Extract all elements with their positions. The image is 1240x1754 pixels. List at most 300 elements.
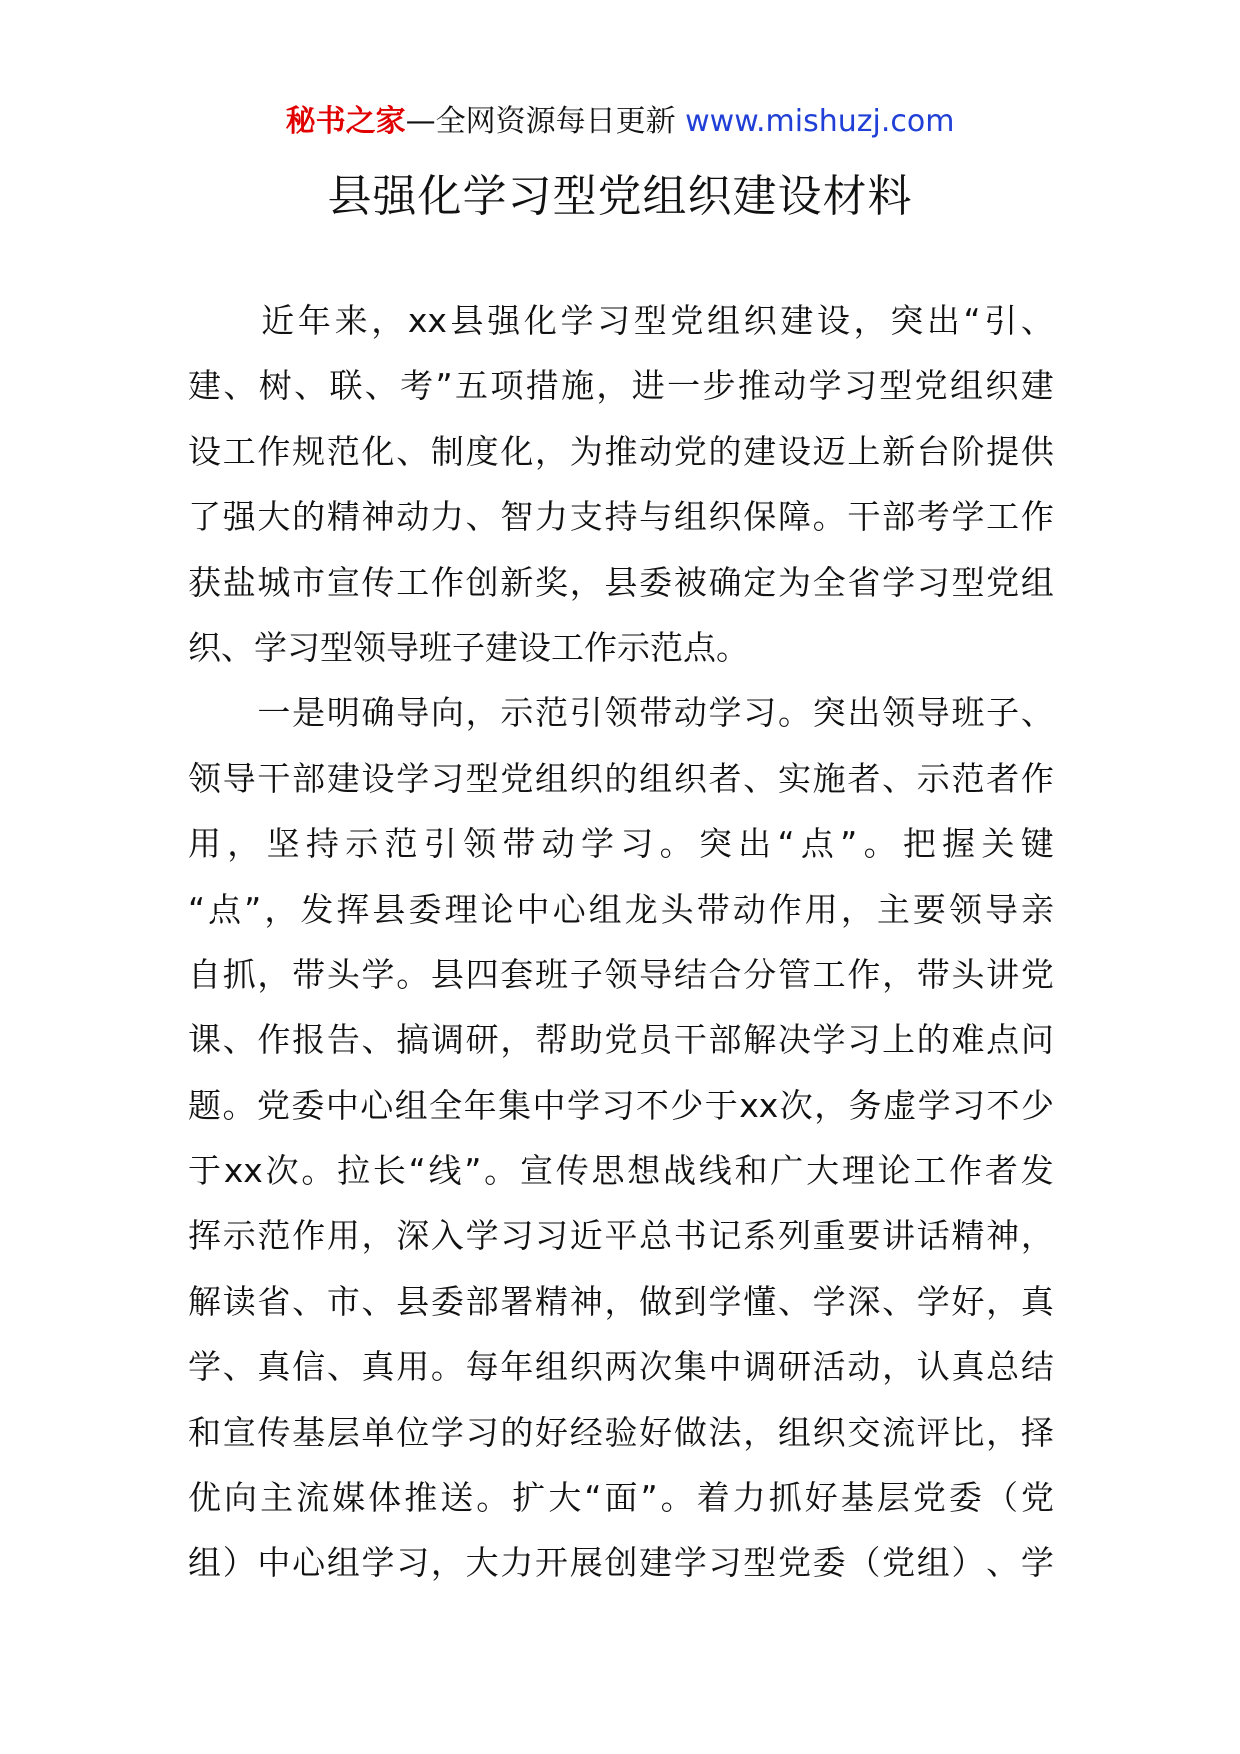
body-glyph: 省 [847, 562, 881, 602]
body-glyph: 署 [500, 1281, 534, 1321]
body-glyph: 验 [604, 1412, 638, 1452]
body-glyph: 范 [951, 758, 985, 798]
body-glyph: 突 [812, 693, 846, 733]
body-glyph: ， [1020, 1216, 1054, 1256]
body-glyph: ， [264, 889, 298, 929]
body-glyph: ， [569, 562, 603, 602]
body-glyph: ， [371, 301, 405, 340]
body-glyph: 难 [951, 1020, 985, 1060]
body-glyph: 神 [361, 497, 395, 537]
body-glyph: 施 [812, 758, 846, 798]
body-glyph: 学 [465, 1216, 499, 1256]
body-glyph: xx [739, 1085, 779, 1125]
body-glyph: 动 [847, 1347, 881, 1387]
body-glyph: 交 [847, 1412, 881, 1452]
body-glyph: 头 [660, 889, 694, 929]
body-line [188, 1203, 1054, 1268]
body-glyph: 委 [812, 1543, 846, 1583]
body-glyph: 示 [222, 1216, 256, 1256]
body-glyph: 突 [890, 301, 924, 340]
body-glyph: 体 [368, 1478, 402, 1518]
body-glyph: 范 [650, 627, 683, 667]
body-glyph: 。 [222, 1085, 256, 1125]
body-glyph: 、 [361, 1281, 395, 1321]
body-glyph: 示 [617, 627, 650, 667]
body-glyph: 习 [601, 1085, 635, 1125]
body-glyph: 论 [877, 1151, 911, 1191]
body-glyph: 、 [222, 1347, 256, 1387]
body-glyph: 结 [1020, 1347, 1054, 1387]
body-glyph: 真 [1020, 1281, 1054, 1321]
body-glyph: 理 [444, 889, 478, 929]
body-glyph: ， [986, 1281, 1020, 1321]
body-glyph: 助 [569, 1020, 603, 1060]
body-glyph: 工 [812, 954, 846, 994]
body-line [188, 484, 1054, 549]
body-glyph: 媒 [332, 1478, 366, 1518]
body-glyph: 重 [812, 1216, 846, 1256]
body-glyph: 键 [1020, 824, 1054, 864]
body-glyph: 的 [604, 758, 638, 798]
body-glyph: 领 [882, 693, 916, 733]
body-glyph: ” [244, 889, 262, 929]
body-glyph: 带 [696, 889, 730, 929]
body-glyph: 干 [257, 758, 291, 798]
body-glyph: 上 [882, 1020, 916, 1060]
body-glyph: 出 [847, 693, 881, 733]
body-glyph: 联 [329, 366, 363, 406]
body-glyph: ） [222, 1543, 256, 1583]
body-glyph: 少 [1020, 1085, 1054, 1125]
body-glyph: 推 [737, 366, 771, 406]
body-glyph: 单 [361, 1412, 395, 1452]
body-glyph: 课 [188, 1020, 221, 1060]
body-glyph: 拉 [337, 1151, 371, 1191]
body-glyph: 精 [535, 1281, 569, 1321]
body-glyph: 县 [372, 889, 406, 929]
body-glyph: 学 [882, 562, 916, 602]
body-glyph: 大 [465, 1543, 499, 1583]
body-glyph: 长 [372, 1151, 406, 1191]
body-glyph: 中 [257, 1543, 291, 1583]
body-glyph: 开 [535, 1543, 569, 1583]
body-glyph: 动 [396, 497, 430, 537]
body-glyph: 亲 [1020, 889, 1054, 929]
body-glyph: 迈 [812, 431, 846, 471]
body-glyph: ， [840, 889, 874, 929]
body-glyph: 头 [326, 954, 360, 994]
body-glyph: 导 [639, 954, 673, 994]
body-glyph: 领 [948, 889, 982, 929]
body-glyph: 省 [257, 1281, 291, 1321]
body-glyph: 领 [353, 627, 386, 667]
body-glyph: 动 [673, 693, 707, 733]
body-glyph: 作 [257, 1020, 291, 1060]
body-glyph: 提 [986, 431, 1020, 471]
body-glyph: 组 [326, 1543, 360, 1583]
body-glyph: 五 [454, 366, 488, 406]
body-glyph: 深 [847, 1281, 881, 1321]
body-glyph: 者 [708, 758, 742, 798]
body-glyph: ， [814, 1085, 848, 1125]
body-glyph: 心 [552, 889, 586, 929]
body-glyph: 学 [916, 1281, 950, 1321]
body-glyph: 台 [916, 431, 950, 471]
body-glyph: 中 [708, 1347, 742, 1387]
body-glyph: 范 [384, 824, 418, 864]
body-glyph: 大 [548, 1478, 582, 1518]
body-glyph: 记 [708, 1216, 742, 1256]
body-glyph: 领 [188, 758, 221, 798]
body-line [188, 1073, 1054, 1138]
body-glyph: 的 [708, 431, 742, 471]
body-glyph: 、 [292, 1281, 326, 1321]
body-glyph: 法 [708, 1412, 742, 1452]
body-glyph: 与 [639, 497, 673, 537]
body-glyph: 、 [882, 758, 916, 798]
body-glyph: 智 [500, 497, 534, 537]
body-glyph: 党 [1020, 1478, 1054, 1518]
body-glyph: 传 [257, 1412, 291, 1452]
body-glyph: 务 [848, 1085, 882, 1125]
body-glyph: 工 [396, 562, 430, 602]
body-glyph: 次 [779, 1085, 813, 1125]
body-glyph: 新 [500, 562, 534, 602]
body-glyph: 创 [465, 562, 499, 602]
body-line [188, 1465, 1054, 1530]
body-glyph: 领 [604, 954, 638, 994]
body-glyph: 作 [949, 1151, 983, 1191]
body-glyph: 建 [743, 431, 777, 471]
body-glyph: ” [840, 824, 858, 864]
body-glyph: ， [853, 301, 887, 340]
body-glyph: ， [535, 431, 569, 471]
body-glyph: 面 [604, 1478, 638, 1518]
body-glyph: 活 [812, 1347, 846, 1387]
body-glyph: 年 [297, 301, 331, 340]
body-glyph: 线 [698, 1151, 732, 1191]
body-line [188, 1530, 1054, 1595]
body-line [188, 942, 1054, 1007]
body-glyph: 列 [777, 1216, 811, 1256]
body-glyph: 规 [292, 431, 326, 471]
body-glyph: 、 [986, 1543, 1020, 1583]
body-glyph: 组 [394, 1085, 428, 1125]
body-glyph: xx [223, 1151, 263, 1191]
body-line [188, 746, 1054, 811]
body-glyph: 者 [984, 1151, 1018, 1191]
body-line [188, 615, 1054, 680]
body-glyph [223, 680, 256, 745]
body-glyph: 近 [569, 1216, 603, 1256]
body-glyph: 握 [942, 824, 976, 864]
body-glyph: 组 [673, 497, 707, 537]
body-glyph: 习 [597, 301, 631, 340]
body-glyph: 学 [254, 627, 287, 667]
body-glyph: 了 [188, 497, 221, 537]
body-glyph: 学 [188, 1347, 221, 1387]
body-glyph: 学 [808, 366, 842, 406]
body-glyph: ， [257, 954, 291, 994]
body-glyph: 、 [361, 1020, 395, 1060]
body-glyph: 总 [986, 1347, 1020, 1387]
body-glyph: 研 [465, 1020, 499, 1060]
body-glyph: 每 [465, 1347, 499, 1387]
body-glyph: ） [951, 1543, 985, 1583]
body-glyph: 四 [465, 954, 499, 994]
body-glyph: 部 [292, 758, 326, 798]
body-glyph: 要 [912, 889, 946, 929]
body-glyph: 动 [773, 366, 807, 406]
body-glyph: 大 [257, 497, 291, 537]
body-glyph: 带 [292, 954, 326, 994]
body-glyph: 集 [498, 1085, 532, 1125]
body-glyph: 集 [673, 1347, 707, 1387]
body-glyph: 新 [882, 431, 916, 471]
body-glyph: 好 [535, 1412, 569, 1452]
body-glyph: 组 [588, 889, 622, 929]
body-glyph: 型 [951, 562, 985, 602]
body-glyph: 带 [916, 954, 950, 994]
body-glyph: 推 [604, 431, 638, 471]
body-glyph: 不 [635, 1085, 669, 1125]
body-glyph: ， [227, 824, 261, 864]
body-glyph: 组 [777, 1412, 811, 1452]
body-glyph: 型 [320, 627, 353, 667]
body-glyph: 。 [777, 693, 811, 733]
site-banner [0, 100, 1240, 144]
body-glyph: 年 [463, 1085, 497, 1125]
body-glyph: 导 [396, 693, 430, 733]
body-glyph: 步 [702, 366, 736, 406]
body-glyph: 。 [396, 954, 430, 994]
body-glyph: 委 [291, 1085, 325, 1125]
body-glyph: 精 [326, 497, 360, 537]
body-glyph: 平 [604, 1216, 638, 1256]
body-glyph: 作 [1020, 497, 1054, 537]
body-glyph: 员 [639, 1020, 673, 1060]
body-glyph: 为 [777, 562, 811, 602]
body-glyph: 党 [670, 301, 704, 340]
body-glyph: 。 [812, 497, 846, 537]
body-line [188, 353, 1054, 418]
body-glyph: ， [743, 1412, 777, 1452]
body-glyph: 真 [951, 1347, 985, 1387]
body-glyph: 保 [743, 497, 777, 537]
body-line [188, 811, 1054, 876]
body-glyph: 组 [535, 1347, 569, 1387]
body-line [188, 1269, 1054, 1334]
body-glyph: 做 [639, 1281, 673, 1321]
body-glyph: 择 [1020, 1412, 1054, 1452]
body-glyph: 党 [500, 758, 534, 798]
body-glyph: 学 [430, 1412, 464, 1452]
body-glyph: 引 [423, 824, 457, 864]
body-glyph: 工 [986, 497, 1020, 537]
body-glyph: 一 [667, 366, 701, 406]
body-glyph: 传 [361, 562, 395, 602]
body-glyph: 近 [261, 301, 295, 340]
body-glyph: 两 [604, 1347, 638, 1387]
body-glyph: 宣 [326, 562, 360, 602]
body-glyph: 着 [696, 1478, 730, 1518]
body-glyph: 型 [879, 366, 913, 406]
body-glyph: ” [640, 1478, 658, 1518]
body-glyph: 报 [292, 1020, 326, 1060]
body-glyph: 奖 [535, 562, 569, 602]
body-glyph: 基 [292, 1412, 326, 1452]
body-glyph: 作 [1020, 758, 1054, 798]
body-glyph: 城 [257, 562, 291, 602]
body-glyph: 心 [292, 1543, 326, 1583]
body-glyph: 和 [188, 1412, 221, 1452]
body-glyph: 习 [916, 562, 950, 602]
body-glyph: 范 [326, 431, 360, 471]
body-glyph: 调 [743, 1347, 777, 1387]
body-glyph: 强 [222, 497, 256, 537]
body-glyph: 动 [639, 431, 673, 471]
body-glyph: 度 [465, 431, 499, 471]
body-glyph: 习 [952, 1085, 986, 1125]
body-glyph: 设 [361, 758, 395, 798]
body-glyph: 懂 [743, 1281, 777, 1321]
body-glyph: 宣 [519, 1151, 553, 1191]
body-glyph: 作 [257, 431, 291, 471]
body-glyph: 学 [812, 1281, 846, 1321]
body-glyph: 党 [777, 1543, 811, 1583]
body-glyph: 干 [847, 497, 881, 537]
body-glyph: 组 [916, 1543, 950, 1583]
body-glyph: 导 [916, 693, 950, 733]
body-glyph: 层 [876, 1478, 910, 1518]
body-line [188, 288, 1054, 353]
body-glyph: 示 [916, 758, 950, 798]
body-glyph: 作 [847, 954, 881, 994]
body-glyph: 作 [584, 627, 617, 667]
site-url-link[interactable]: www.mishuzj.com [685, 104, 955, 139]
body-glyph: 自 [188, 954, 221, 994]
body-glyph: 习 [535, 1216, 569, 1256]
body-glyph: 学 [361, 1543, 395, 1583]
body-glyph: 学 [812, 1020, 846, 1060]
body-glyph: 全 [812, 562, 846, 602]
body-glyph: 障 [777, 497, 811, 537]
body-glyph: 点 [986, 1020, 1020, 1060]
body-glyph: 习 [847, 1020, 881, 1060]
body-glyph: 中 [325, 1085, 359, 1125]
body-glyph: 设 [188, 431, 221, 471]
body-glyph: 习 [743, 693, 777, 733]
body-glyph: 力 [535, 497, 569, 537]
body-glyph: ” [464, 1151, 482, 1191]
body-glyph: 县 [396, 1281, 430, 1321]
body-glyph: 党 [604, 1020, 638, 1060]
body-glyph: 干 [673, 1020, 707, 1060]
body-glyph: 战 [663, 1151, 696, 1191]
body-glyph: ， [596, 366, 630, 406]
body-glyph: 次 [265, 1151, 299, 1191]
body-glyph: 要 [847, 1216, 881, 1256]
body-glyph: 委 [948, 1478, 982, 1518]
body-glyph: 管 [777, 954, 811, 994]
body-glyph: 导 [984, 889, 1018, 929]
body-glyph: 向 [224, 1478, 258, 1518]
body-glyph: 。 [716, 627, 749, 667]
body-glyph: 推 [404, 1478, 438, 1518]
body-glyph: 扩 [512, 1478, 546, 1518]
body-glyph: 织 [673, 758, 707, 798]
body-glyph: 施 [561, 366, 595, 406]
body-glyph: 创 [604, 1543, 638, 1583]
body-glyph: 基 [840, 1478, 874, 1518]
body-glyph: 真 [257, 1347, 291, 1387]
body-glyph: 确 [708, 562, 742, 602]
body-glyph: 研 [777, 1347, 811, 1387]
body-glyph: 。 [301, 1151, 335, 1191]
body-glyph: 、 [294, 366, 328, 406]
body-glyph: 、 [465, 497, 499, 537]
body-glyph: 想 [627, 1151, 661, 1191]
body-glyph: 学 [917, 1085, 951, 1125]
body-glyph: 委 [408, 889, 442, 929]
body-glyph: 习 [708, 1543, 742, 1583]
body-glyph: 者 [847, 758, 881, 798]
body-line [188, 419, 1054, 484]
body-glyph: “ [777, 824, 795, 864]
body-glyph: 挥 [188, 1216, 221, 1256]
body-glyph: 为 [569, 431, 603, 471]
body-glyph: xx [407, 301, 447, 340]
body-glyph [225, 288, 258, 353]
body-glyph: 的 [292, 497, 326, 537]
body-glyph: 学 [708, 693, 742, 733]
body-glyph: 问 [1020, 1020, 1054, 1060]
body-glyph: 点 [800, 824, 834, 864]
body-glyph: ， [882, 1347, 916, 1387]
body-glyph: 解 [188, 1281, 221, 1321]
body-glyph: 学 [673, 1543, 707, 1583]
body-glyph: 组 [707, 301, 741, 340]
body-glyph: 被 [673, 562, 707, 602]
body-glyph: 子 [569, 954, 603, 994]
body-glyph: 用 [804, 889, 838, 929]
body-glyph: 树 [258, 366, 292, 406]
body-glyph: 学 [580, 824, 614, 864]
body-glyph: 引 [569, 693, 603, 733]
body-glyph: 习 [287, 627, 320, 667]
body-glyph: 建 [780, 301, 814, 340]
body-glyph: 精 [951, 1216, 985, 1256]
body-glyph: 上 [847, 431, 881, 471]
body-glyph: 比 [951, 1412, 985, 1452]
body-glyph: 带 [502, 824, 536, 864]
body-glyph: 示 [345, 824, 379, 864]
body-glyph: 强 [487, 301, 521, 340]
body-glyph: 、 [777, 1281, 811, 1321]
body-glyph: 龙 [624, 889, 658, 929]
body-glyph: 持 [305, 824, 339, 864]
body-glyph: 习 [500, 1216, 534, 1256]
body-glyph: 作 [768, 889, 802, 929]
body-glyph: 的 [500, 1412, 534, 1452]
body-glyph: 班 [419, 627, 452, 667]
body-glyph: 盐 [222, 562, 256, 602]
body-glyph: 学 [1020, 1543, 1054, 1583]
body-glyph: 题 [188, 1085, 221, 1125]
body-glyph: 县 [450, 301, 484, 340]
body-glyph: 设 [518, 627, 551, 667]
body-glyph: 抓 [222, 954, 256, 994]
